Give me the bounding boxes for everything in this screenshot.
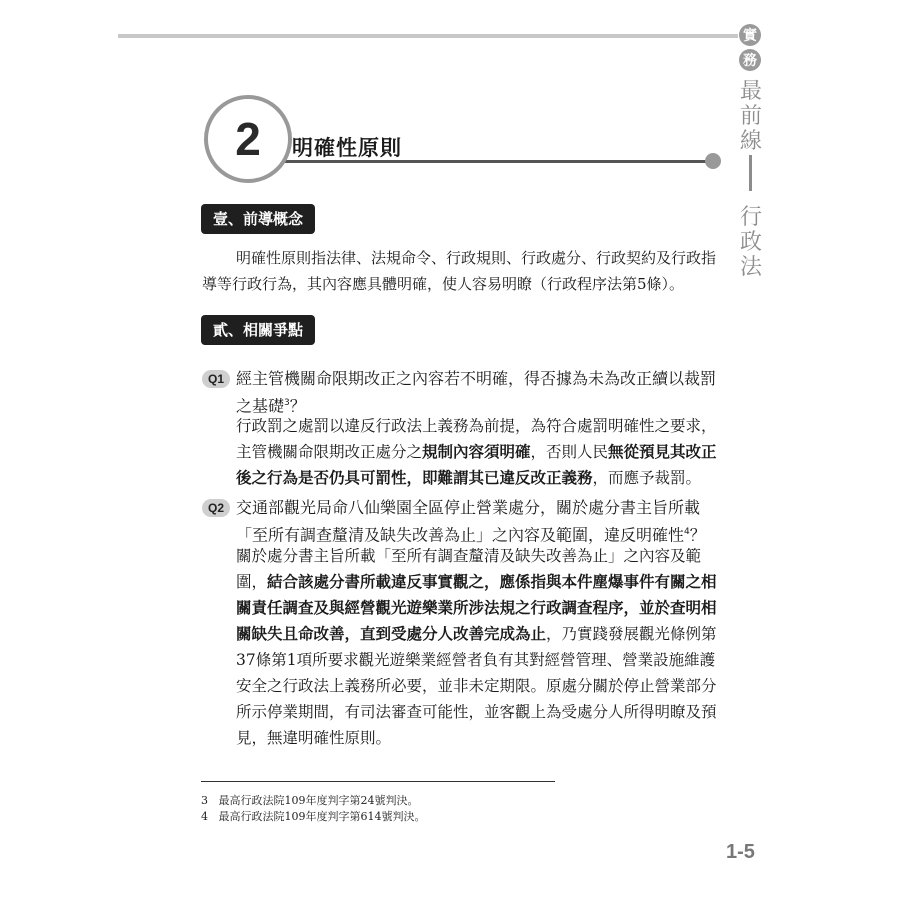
page-number: 1-5 (726, 841, 755, 863)
side-tab-char: 法 (739, 255, 762, 280)
section-heading: 貳、相關爭點 (201, 315, 315, 345)
question-text (236, 495, 726, 547)
header-rule (118, 34, 738, 38)
answer-text (236, 543, 726, 751)
footnote-text: 最高行政法院109年度判字第614號判決。 (218, 810, 426, 823)
chapter-title: 明確性原則 (292, 136, 402, 160)
footnote-rule (201, 781, 555, 782)
intro-paragraph (202, 245, 728, 297)
footnote-ref: 3 (284, 398, 290, 408)
side-tab-divider (749, 155, 752, 191)
footnote (201, 792, 419, 808)
question-body: 經主管機關命限期改正之內容若不明確，得否據為未為改正續以裁罰之基礎 (236, 369, 717, 416)
question-badge: Q2 (202, 499, 230, 517)
side-tab-char: 政 (739, 230, 762, 255)
footnote-ref: 4 (684, 527, 690, 537)
question-end: ？ (289, 396, 306, 416)
answer-part: 行政罰之處罰以違反行政法上義務為前提，為符合處罰明確性之要求，主管機關命限期改正處分之 (236, 417, 717, 461)
side-tab-char: 最 (739, 79, 762, 104)
question-body: 交通部觀光局命八仙樂園全區停止營業處分，關於處分書主旨所載「至所有調查釐清及缺失改善為止」之內容及範圍，違反明確性 (236, 498, 701, 545)
intro-line: 導等行政行為，其內容應具體明確，使人容易明瞭（行政程序法第5條）。 (202, 275, 685, 293)
question-badge: Q1 (202, 370, 230, 388)
answer-emphasis: 無從預見其改正後之行為是否仍具可罰性，即難謂其已違反改正義務 (236, 443, 717, 487)
section-heading: 壹、前導概念 (201, 204, 315, 234)
footnote-number: 4 (201, 810, 208, 823)
side-tab-char: 實 (739, 24, 761, 46)
side-tab-char: 線 (739, 129, 762, 154)
chapter-number: 2 (204, 95, 292, 183)
answer-part: ，否則人民 (530, 443, 609, 461)
question-text (236, 366, 726, 418)
answer-part: 關於處分書主旨所載「至所有調查釐清及缺失改善為止」之內容及範圍， (236, 547, 702, 591)
side-tab-char: 前 (739, 104, 762, 129)
chapter-dot (705, 153, 721, 169)
footnote (201, 808, 426, 824)
answer-part: ，乃實踐發展觀光條例第37條第1項所要求觀光遊樂業經營者負有其對經營管理、營業設施維護安全之行政法上義務所必要，並非未定期限。原處分關於停止營業部分所示停業期間，有司法審查可能性，並客觀上為受處分人所得明瞭及預見，無違明確性原則。 (236, 625, 717, 747)
answer-emphasis: 結合該處分書所載違反事實觀之，應係指與本件塵爆事件有關之相關責任調查及與經營觀光遊樂業所涉法規之行政調查程序，並於查明相關缺失且命改善，直到受處分人改善完成為止 (236, 573, 717, 643)
footnote-text: 最高行政法院109年度判字第24號判決。 (218, 794, 419, 807)
answer-emphasis: 規制內容須明確 (422, 443, 531, 461)
footnote-number: 3 (201, 794, 208, 807)
side-tab-char: 務 (739, 49, 761, 71)
side-tab-char: 行 (739, 205, 762, 230)
answer-part: ，而應予裁罰。 (592, 469, 702, 487)
intro-line: 明確性原則指法律、法規命令、行政規則、行政處分、行政契約及行政指 (236, 249, 717, 267)
question-end: ？ (689, 525, 706, 545)
answer-text (236, 413, 726, 491)
